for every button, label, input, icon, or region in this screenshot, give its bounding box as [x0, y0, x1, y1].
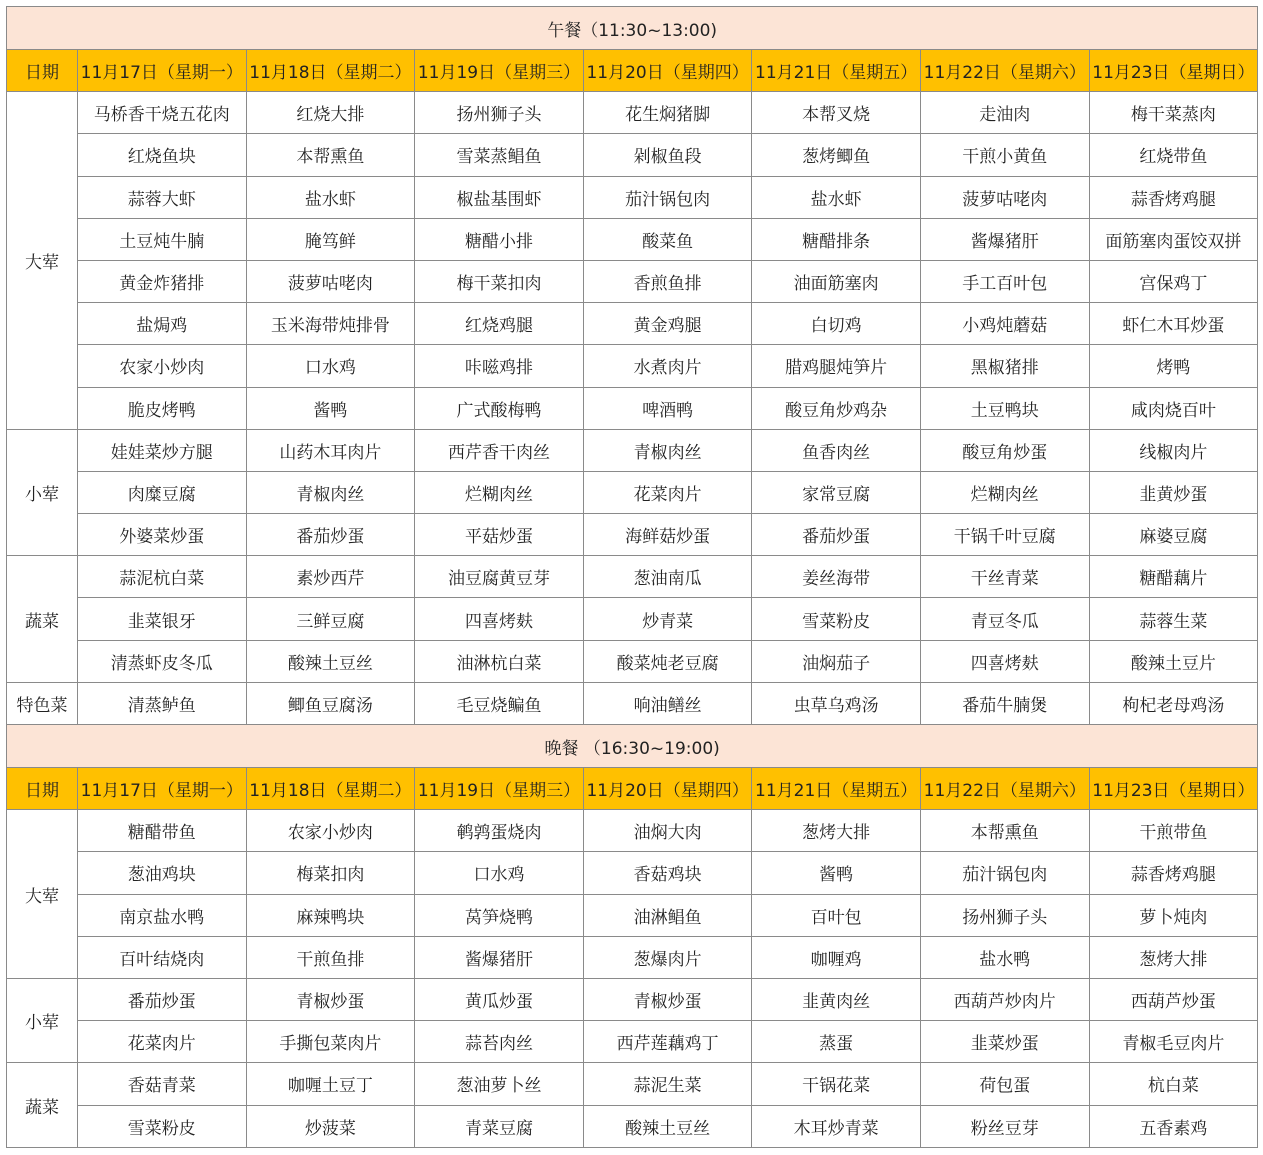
dish-cell: 红烧大排 [246, 92, 415, 134]
date-header-day: 11月19日（星期三） [415, 50, 584, 92]
dinner-title-row [7, 725, 1258, 768]
dish-cell: 黑椒猪排 [920, 345, 1089, 387]
dish-cell: 水煮肉片 [583, 345, 752, 387]
dish-cell: 鱼香肉丝 [752, 429, 921, 471]
dish-cell: 香煎鱼排 [583, 260, 752, 302]
dinner-title: 晚餐 （16:30~19:00) [7, 725, 1258, 768]
dish-cell: 番茄炒蛋 [78, 978, 247, 1020]
dish-cell: 娃娃菜炒方腿 [78, 429, 247, 471]
date-header-day: 11月17日（星期一） [78, 768, 247, 810]
dish-cell: 韭黄肉丝 [752, 978, 921, 1020]
dish-cell: 面筋塞肉蛋饺双拼 [1089, 218, 1258, 260]
dish-cell: 番茄炒蛋 [246, 514, 415, 556]
dish-cell: 干锅千叶豆腐 [920, 514, 1089, 556]
table-row [7, 640, 1258, 682]
dish-cell: 平菇炒蛋 [415, 514, 584, 556]
dish-cell: 黄金鸡腿 [583, 303, 752, 345]
dish-cell: 番茄牛腩煲 [920, 682, 1089, 724]
dish-cell: 马桥香干烧五花肉 [78, 92, 247, 134]
table-row [7, 978, 1258, 1020]
table-row [7, 1021, 1258, 1063]
dish-cell: 西葫芦炒肉片 [920, 978, 1089, 1020]
table-row [7, 387, 1258, 429]
dish-cell: 菠萝咕咾肉 [246, 260, 415, 302]
dish-cell: 椒盐基围虾 [415, 176, 584, 218]
dish-cell: 烂糊肉丝 [415, 471, 584, 513]
table-row [7, 936, 1258, 978]
dish-cell: 木耳炒青菜 [752, 1105, 921, 1147]
dish-cell: 虾仁木耳炒蛋 [1089, 303, 1258, 345]
dish-cell: 腊鸡腿炖笋片 [752, 345, 921, 387]
dish-cell: 蒜香烤鸡腿 [1089, 176, 1258, 218]
dish-cell: 炒青菜 [583, 598, 752, 640]
table-row [7, 134, 1258, 176]
date-header-day: 11月23日（星期日） [1089, 50, 1258, 92]
dish-cell: 土豆炖牛腩 [78, 218, 247, 260]
dish-cell: 梅菜扣肉 [246, 852, 415, 894]
dish-cell: 盐水鸭 [920, 936, 1089, 978]
dish-cell: 口水鸡 [246, 345, 415, 387]
dish-cell: 莴笋烧鸭 [415, 894, 584, 936]
dish-cell: 酸辣土豆片 [1089, 640, 1258, 682]
dish-cell: 黄瓜炒蛋 [415, 978, 584, 1020]
table-row [7, 1105, 1258, 1147]
dish-cell: 虫草乌鸡汤 [752, 682, 921, 724]
dish-cell: 酱爆猪肝 [415, 936, 584, 978]
dish-cell: 酸豆角炒蛋 [920, 429, 1089, 471]
dish-cell: 蒸蛋 [752, 1021, 921, 1063]
table-row [7, 176, 1258, 218]
dish-cell: 酸豆角炒鸡杂 [752, 387, 921, 429]
dish-cell: 酸辣土豆丝 [583, 1105, 752, 1147]
dish-cell: 盐焗鸡 [78, 303, 247, 345]
dish-cell: 咸肉烧百叶 [1089, 387, 1258, 429]
dish-cell: 青椒肉丝 [583, 429, 752, 471]
dish-cell: 盐水虾 [246, 176, 415, 218]
dish-cell: 糖醋小排 [415, 218, 584, 260]
lunch-title: 午餐（11:30~13:00) [7, 7, 1258, 50]
dish-cell: 酱鸭 [246, 387, 415, 429]
dish-cell: 姜丝海带 [752, 556, 921, 598]
dish-cell: 梅干菜蒸肉 [1089, 92, 1258, 134]
date-header-day: 11月17日（星期一） [78, 50, 247, 92]
dish-cell: 百叶结烧肉 [78, 936, 247, 978]
date-header-day: 11月20日（星期四） [583, 50, 752, 92]
dinner-date-header-row [7, 768, 1258, 810]
dish-cell: 小鸡炖蘑菇 [920, 303, 1089, 345]
date-header-day: 11月21日（星期五） [752, 768, 921, 810]
dish-cell: 鹌鹑蛋烧肉 [415, 810, 584, 852]
dish-cell: 五香素鸡 [1089, 1105, 1258, 1147]
dish-cell: 油焖大肉 [583, 810, 752, 852]
dish-cell: 肉糜豆腐 [78, 471, 247, 513]
dish-cell: 葱油南瓜 [583, 556, 752, 598]
dish-cell: 白切鸡 [752, 303, 921, 345]
dish-cell: 蒜蓉生菜 [1089, 598, 1258, 640]
table-row [7, 556, 1258, 598]
dish-cell: 农家小炒肉 [78, 345, 247, 387]
table-row [7, 810, 1258, 852]
dish-cell: 蒜香烤鸡腿 [1089, 852, 1258, 894]
dish-cell: 鲫鱼豆腐汤 [246, 682, 415, 724]
dish-cell: 线椒肉片 [1089, 429, 1258, 471]
dish-cell: 葱烤鲫鱼 [752, 134, 921, 176]
dish-cell: 葱爆肉片 [583, 936, 752, 978]
dish-cell: 菠萝咕咾肉 [920, 176, 1089, 218]
table-row [7, 894, 1258, 936]
dish-cell: 西芹莲藕鸡丁 [583, 1021, 752, 1063]
dish-cell: 清蒸虾皮冬瓜 [78, 640, 247, 682]
table-row [7, 598, 1258, 640]
dish-cell: 蒜蓉大虾 [78, 176, 247, 218]
dish-cell: 脆皮烤鸭 [78, 387, 247, 429]
dish-cell: 本帮熏鱼 [920, 810, 1089, 852]
dish-cell: 萝卜炖肉 [1089, 894, 1258, 936]
dish-cell: 本帮叉烧 [752, 92, 921, 134]
dish-cell: 口水鸡 [415, 852, 584, 894]
dish-cell: 干煎鱼排 [246, 936, 415, 978]
dish-cell: 干锅花菜 [752, 1063, 921, 1105]
dish-cell: 农家小炒肉 [246, 810, 415, 852]
dish-cell: 蒜泥杭白菜 [78, 556, 247, 598]
dish-cell: 红烧带鱼 [1089, 134, 1258, 176]
date-header-day: 11月20日（星期四） [583, 768, 752, 810]
dish-cell: 青椒毛豆肉片 [1089, 1021, 1258, 1063]
table-row [7, 682, 1258, 724]
dish-cell: 手工百叶包 [920, 260, 1089, 302]
dish-cell: 葱烤大排 [1089, 936, 1258, 978]
dish-cell: 本帮熏鱼 [246, 134, 415, 176]
dish-cell: 青椒肉丝 [246, 471, 415, 513]
table-row [7, 514, 1258, 556]
dish-cell: 糖醋带鱼 [78, 810, 247, 852]
dish-cell: 海鲜菇炒蛋 [583, 514, 752, 556]
table-row [7, 260, 1258, 302]
dish-cell: 韭菜银牙 [78, 598, 247, 640]
dish-cell: 西葫芦炒蛋 [1089, 978, 1258, 1020]
dish-cell: 烂糊肉丝 [920, 471, 1089, 513]
dish-cell: 葱油鸡块 [78, 852, 247, 894]
dish-cell: 韭黄炒蛋 [1089, 471, 1258, 513]
dish-cell: 青椒炒蛋 [583, 978, 752, 1020]
date-header-day: 11月21日（星期五） [752, 50, 921, 92]
dish-cell: 蒜泥生菜 [583, 1063, 752, 1105]
dish-cell: 麻婆豆腐 [1089, 514, 1258, 556]
table-row [7, 471, 1258, 513]
dish-cell: 麻辣鸭块 [246, 894, 415, 936]
dish-cell: 炒菠菜 [246, 1105, 415, 1147]
dish-cell: 花菜肉片 [583, 471, 752, 513]
dish-cell: 茄汁锅包肉 [920, 852, 1089, 894]
dish-cell: 酸辣土豆丝 [246, 640, 415, 682]
dish-cell: 酸菜炖老豆腐 [583, 640, 752, 682]
weekly-menu-table [6, 6, 1258, 1148]
dish-cell: 咔嗞鸡排 [415, 345, 584, 387]
dish-cell: 广式酸梅鸭 [415, 387, 584, 429]
category-label: 小荤 [7, 429, 78, 556]
dish-cell: 干煎带鱼 [1089, 810, 1258, 852]
date-header-day: 11月23日（星期日） [1089, 768, 1258, 810]
dish-cell: 油面筋塞肉 [752, 260, 921, 302]
date-header-label: 日期 [7, 768, 78, 810]
dish-cell: 剁椒鱼段 [583, 134, 752, 176]
dish-cell: 走油肉 [920, 92, 1089, 134]
dish-cell: 花菜肉片 [78, 1021, 247, 1063]
dish-cell: 青椒炒蛋 [246, 978, 415, 1020]
dish-cell: 外婆菜炒蛋 [78, 514, 247, 556]
dish-cell: 韭菜炒蛋 [920, 1021, 1089, 1063]
category-label: 大荤 [7, 810, 78, 979]
table-row [7, 218, 1258, 260]
dish-cell: 三鲜豆腐 [246, 598, 415, 640]
category-label: 特色菜 [7, 682, 78, 724]
table-row [7, 303, 1258, 345]
date-header-label: 日期 [7, 50, 78, 92]
dish-cell: 山药木耳肉片 [246, 429, 415, 471]
date-header-day: 11月18日（星期二） [246, 50, 415, 92]
dish-cell: 糖醋排条 [752, 218, 921, 260]
dish-cell: 四喜烤麸 [415, 598, 584, 640]
table-row [7, 429, 1258, 471]
dish-cell: 四喜烤麸 [920, 640, 1089, 682]
dish-cell: 家常豆腐 [752, 471, 921, 513]
dish-cell: 雪菜蒸鲳鱼 [415, 134, 584, 176]
dish-cell: 干煎小黄鱼 [920, 134, 1089, 176]
dish-cell: 酸菜鱼 [583, 218, 752, 260]
dish-cell: 青豆冬瓜 [920, 598, 1089, 640]
dish-cell: 杭白菜 [1089, 1063, 1258, 1105]
dish-cell: 油淋鲳鱼 [583, 894, 752, 936]
dish-cell: 西芹香干肉丝 [415, 429, 584, 471]
dish-cell: 梅干菜扣肉 [415, 260, 584, 302]
dish-cell: 荷包蛋 [920, 1063, 1089, 1105]
dish-cell: 葱烤大排 [752, 810, 921, 852]
dish-cell: 糖醋藕片 [1089, 556, 1258, 598]
dish-cell: 土豆鸭块 [920, 387, 1089, 429]
dish-cell: 油豆腐黄豆芽 [415, 556, 584, 598]
date-header-day: 11月22日（星期六） [920, 50, 1089, 92]
lunch-title-row [7, 7, 1258, 50]
dish-cell: 粉丝豆芽 [920, 1105, 1089, 1147]
dish-cell: 手撕包菜肉片 [246, 1021, 415, 1063]
table-row [7, 92, 1258, 134]
dish-cell: 毛豆烧鳊鱼 [415, 682, 584, 724]
dish-cell: 红烧鱼块 [78, 134, 247, 176]
dish-cell: 花生焖猪脚 [583, 92, 752, 134]
dish-cell: 百叶包 [752, 894, 921, 936]
dish-cell: 葱油萝卜丝 [415, 1063, 584, 1105]
dish-cell: 响油鳝丝 [583, 682, 752, 724]
table-row [7, 345, 1258, 387]
dish-cell: 酱鸭 [752, 852, 921, 894]
dish-cell: 油焖茄子 [752, 640, 921, 682]
dish-cell: 黄金炸猪排 [78, 260, 247, 302]
dish-cell: 南京盐水鸭 [78, 894, 247, 936]
category-label: 小荤 [7, 978, 78, 1062]
dish-cell: 蒜苔肉丝 [415, 1021, 584, 1063]
dish-cell: 烤鸭 [1089, 345, 1258, 387]
dish-cell: 扬州狮子头 [415, 92, 584, 134]
dish-cell: 干丝青菜 [920, 556, 1089, 598]
category-label: 蔬菜 [7, 1063, 78, 1147]
dish-cell: 咖喱土豆丁 [246, 1063, 415, 1105]
dish-cell: 清蒸鲈鱼 [78, 682, 247, 724]
dish-cell: 素炒西芹 [246, 556, 415, 598]
dish-cell: 雪菜粉皮 [78, 1105, 247, 1147]
date-header-day: 11月22日（星期六） [920, 768, 1089, 810]
dish-cell: 枸杞老母鸡汤 [1089, 682, 1258, 724]
dish-cell: 香菇鸡块 [583, 852, 752, 894]
dish-cell: 香菇青菜 [78, 1063, 247, 1105]
category-label: 大荤 [7, 92, 78, 430]
dish-cell: 雪菜粉皮 [752, 598, 921, 640]
dish-cell: 茄汁锅包肉 [583, 176, 752, 218]
table-row [7, 1063, 1258, 1105]
dish-cell: 咖喱鸡 [752, 936, 921, 978]
dish-cell: 青菜豆腐 [415, 1105, 584, 1147]
date-header-day: 11月19日（星期三） [415, 768, 584, 810]
dish-cell: 扬州狮子头 [920, 894, 1089, 936]
dish-cell: 玉米海带炖排骨 [246, 303, 415, 345]
dish-cell: 啤酒鸭 [583, 387, 752, 429]
dish-cell: 腌笃鲜 [246, 218, 415, 260]
dish-cell: 盐水虾 [752, 176, 921, 218]
lunch-date-header-row [7, 50, 1258, 92]
dish-cell: 红烧鸡腿 [415, 303, 584, 345]
dish-cell: 油淋杭白菜 [415, 640, 584, 682]
dish-cell: 宫保鸡丁 [1089, 260, 1258, 302]
table-row [7, 852, 1258, 894]
category-label: 蔬菜 [7, 556, 78, 683]
date-header-day: 11月18日（星期二） [246, 768, 415, 810]
dish-cell: 酱爆猪肝 [920, 218, 1089, 260]
dish-cell: 番茄炒蛋 [752, 514, 921, 556]
